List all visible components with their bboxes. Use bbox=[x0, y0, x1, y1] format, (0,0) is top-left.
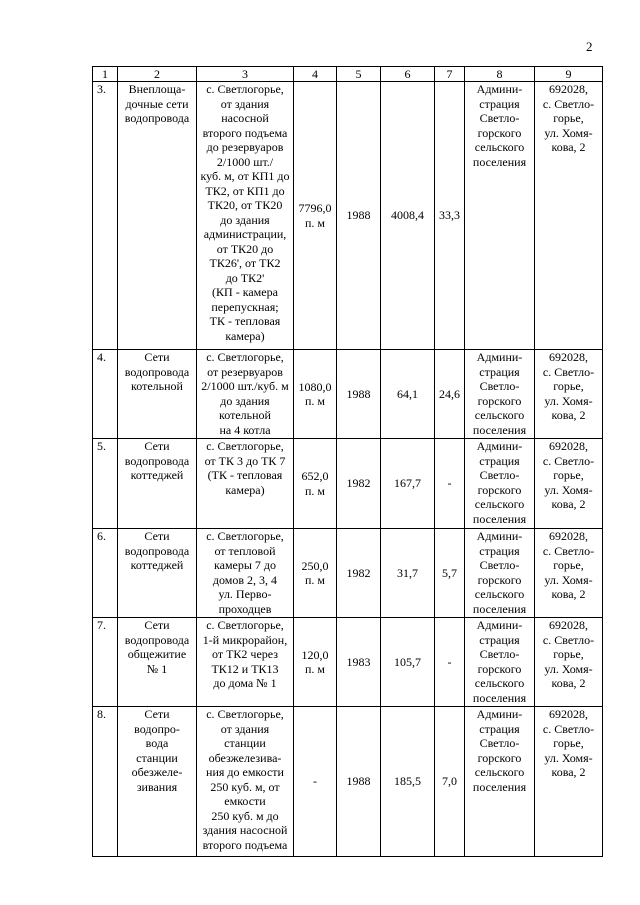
network-length: 250,0 п. м bbox=[294, 529, 337, 618]
page-number: 2 bbox=[586, 39, 593, 54]
owner-address: 692028, с. Светло- горье, ул. Хомя- кова, 2 bbox=[535, 529, 603, 618]
row-number: 8. bbox=[93, 707, 118, 857]
network-location: с. Светлогорье, от ТК 3 до ТК 7 (ТК - тепловая камера) bbox=[197, 439, 294, 529]
network-length: 652,0 п. м bbox=[294, 439, 337, 529]
header-cell-3: 3 bbox=[197, 67, 294, 82]
table-row bbox=[93, 529, 603, 618]
value-col-6: 64,1 bbox=[381, 350, 435, 439]
commission-year: 1988 bbox=[337, 82, 381, 350]
owner: Админи- страция Светло- горского сельского поселения bbox=[465, 439, 535, 529]
value-col-7: 5,7 bbox=[435, 529, 465, 618]
commission-year: 1983 bbox=[337, 618, 381, 707]
value-col-7: 7,0 bbox=[435, 707, 465, 857]
value-col-7: - bbox=[435, 618, 465, 707]
commission-year: 1982 bbox=[337, 439, 381, 529]
table-row bbox=[93, 707, 603, 857]
header-cell-9: 9 bbox=[535, 67, 603, 82]
value-col-6: 4008,4 bbox=[381, 82, 435, 350]
header-cell-7: 7 bbox=[435, 67, 465, 82]
commission-year: 1988 bbox=[337, 707, 381, 857]
value-col-7: 33,3 bbox=[435, 82, 465, 350]
value-col-7: - bbox=[435, 439, 465, 529]
header-cell-4: 4 bbox=[294, 67, 337, 82]
row-number: 3. bbox=[93, 82, 118, 350]
network-name: Сети водопро- вода станции обезжеле- зивания bbox=[118, 707, 197, 857]
owner-address: 692028, с. Светло- горье, ул. Хомя- кова, 2 bbox=[535, 707, 603, 857]
owner: Админи- страция Светло- горского сельского поселения bbox=[465, 529, 535, 618]
owner-address: 692028, с. Светло- горье, ул. Хомя- кова, 2 bbox=[535, 82, 603, 350]
owner-address: 692028, с. Светло- горье, ул. Хомя- кова, 2 bbox=[535, 439, 603, 529]
owner: Админи- страция Светло- горского сельского поселения bbox=[465, 350, 535, 439]
network-length: 1080,0 п. м bbox=[294, 350, 337, 439]
value-col-7: 24,6 bbox=[435, 350, 465, 439]
network-location: с. Светлогорье, 1-й микрорайон, от ТК2 через ТК12 и ТК13 до дома № 1 bbox=[197, 618, 294, 707]
network-location: с. Светлогорье, от здания станции обезжелезива- ния до емкости 250 куб. м, от емкости 250 куб. м до здания насосной второго подъема bbox=[197, 707, 294, 857]
row-number: 5. bbox=[93, 439, 118, 529]
row-number: 6. bbox=[93, 529, 118, 618]
header-cell-1: 1 bbox=[93, 67, 118, 82]
table-row bbox=[93, 82, 603, 350]
network-location: с. Светлогорье, от резервуаров 2/1000 шт./куб. м до здания котельной на 4 котла bbox=[197, 350, 294, 439]
header-cell-5: 5 bbox=[337, 67, 381, 82]
header-cell-8: 8 bbox=[465, 67, 535, 82]
network-name: Сети водопровода общежитие № 1 bbox=[118, 618, 197, 707]
network-name: Сети водопровода котельной bbox=[118, 350, 197, 439]
network-length: 120,0 п. м bbox=[294, 618, 337, 707]
value-col-6: 185,5 bbox=[381, 707, 435, 857]
table-row bbox=[93, 439, 603, 529]
owner: Админи- страция Светло- горского сельского поселения bbox=[465, 707, 535, 857]
network-location: с. Светлогорье, от здания насосной второго подъема до резервуаров 2/1000 шт./ куб. м, от КП1 до ТК2, от КП1 до ТК20, от ТК20 до здания администрации, от ТК20 до ТК26', от ТК2 до ТК2' (КП - камера перепускная; ТК - тепловая камера) bbox=[197, 82, 294, 350]
owner: Админи- страция Светло- горского сельского поселения bbox=[465, 82, 535, 350]
table-row bbox=[93, 350, 603, 439]
owner-address: 692028, с. Светло- горье, ул. Хомя- кова, 2 bbox=[535, 350, 603, 439]
network-length: 7796,0 п. м bbox=[294, 82, 337, 350]
value-col-6: 167,7 bbox=[381, 439, 435, 529]
value-col-6: 31,7 bbox=[381, 529, 435, 618]
network-location: с. Светлогорье, от тепловой камеры 7 до домов 2, 3, 4 ул. Перво- проходцев bbox=[197, 529, 294, 618]
table-header-row bbox=[93, 67, 603, 82]
owner-address: 692028, с. Светло- горье, ул. Хомя- кова, 2 bbox=[535, 618, 603, 707]
header-cell-2: 2 bbox=[118, 67, 197, 82]
water-network-registry-table bbox=[92, 66, 603, 857]
network-name: Сети водопровода коттеджей bbox=[118, 529, 197, 618]
owner: Админи- страция Светло- горского сельского поселения bbox=[465, 618, 535, 707]
table-row bbox=[93, 618, 603, 707]
commission-year: 1982 bbox=[337, 529, 381, 618]
row-number: 7. bbox=[93, 618, 118, 707]
value-col-6: 105,7 bbox=[381, 618, 435, 707]
row-number: 4. bbox=[93, 350, 118, 439]
network-name: Сети водопровода коттеджей bbox=[118, 439, 197, 529]
network-name: Внеплоща- дочные сети водопровода bbox=[118, 82, 197, 350]
network-length: - bbox=[294, 707, 337, 857]
header-cell-6: 6 bbox=[381, 67, 435, 82]
commission-year: 1988 bbox=[337, 350, 381, 439]
